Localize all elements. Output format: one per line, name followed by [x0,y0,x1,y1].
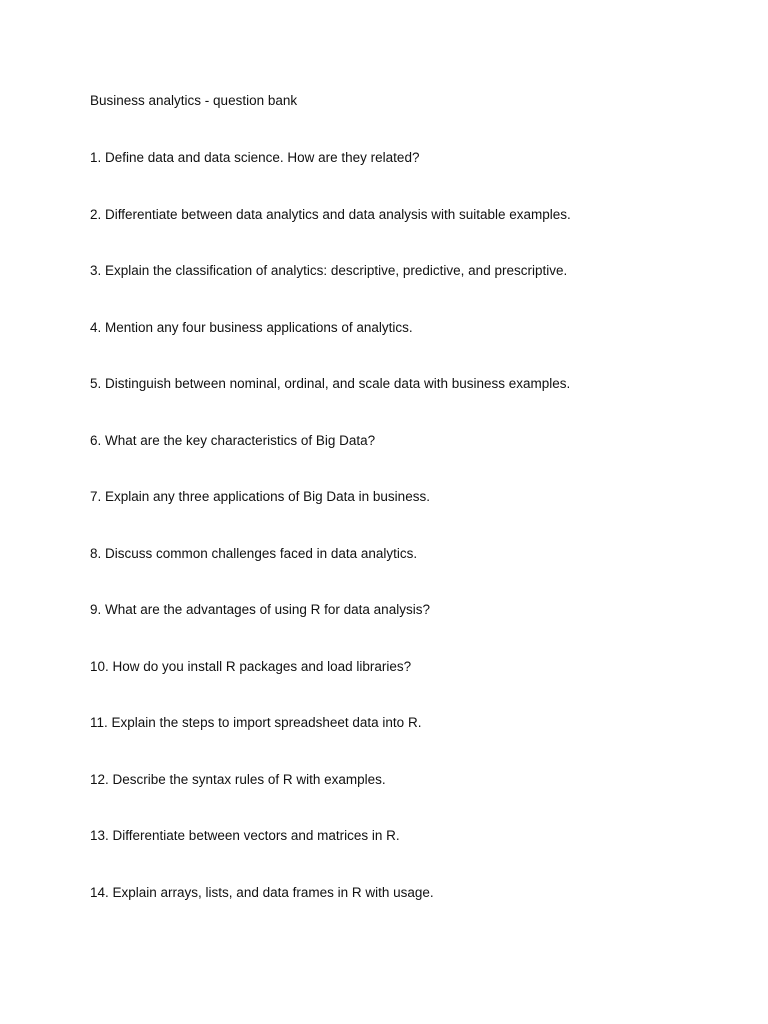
question-item: 2. Differentiate between data analytics and data analysis with suitable examples. [90,206,571,222]
document-title: Business analytics - question bank [90,93,298,108]
question-item: 11. Explain the steps to import spreadsheet data into R. [90,715,422,730]
question-item: 14. Explain arrays, lists, and data frames in R with usage. [90,884,434,900]
question-item: 9. What are the advantages of using R for data analysis? [90,602,430,617]
question-item: 1. Define data and data science. How are they related? [90,150,420,165]
question-item: 3. Explain the classification of analytics: descriptive, predictive, and prescriptive. [90,263,568,278]
question-item: 7. Explain any three applications of Big Data in business. [90,489,430,504]
question-item: 5. Distinguish between nominal, ordinal, and scale data with business examples. [90,376,571,391]
question-item: 4. Mention any four business applications of analytics. [90,319,413,335]
question-item: 13. Differentiate between vectors and matrices in R. [90,828,400,843]
question-item: 6. What are the key characteristics of Big Data? [90,432,376,448]
question-item: 8. Discuss common challenges faced in data analytics. [90,545,418,561]
question-list [90,149,571,940]
question-item: 12. Describe the syntax rules of R with examples. [90,771,386,787]
question-item: 10. How do you install R packages and load libraries? [90,658,412,674]
